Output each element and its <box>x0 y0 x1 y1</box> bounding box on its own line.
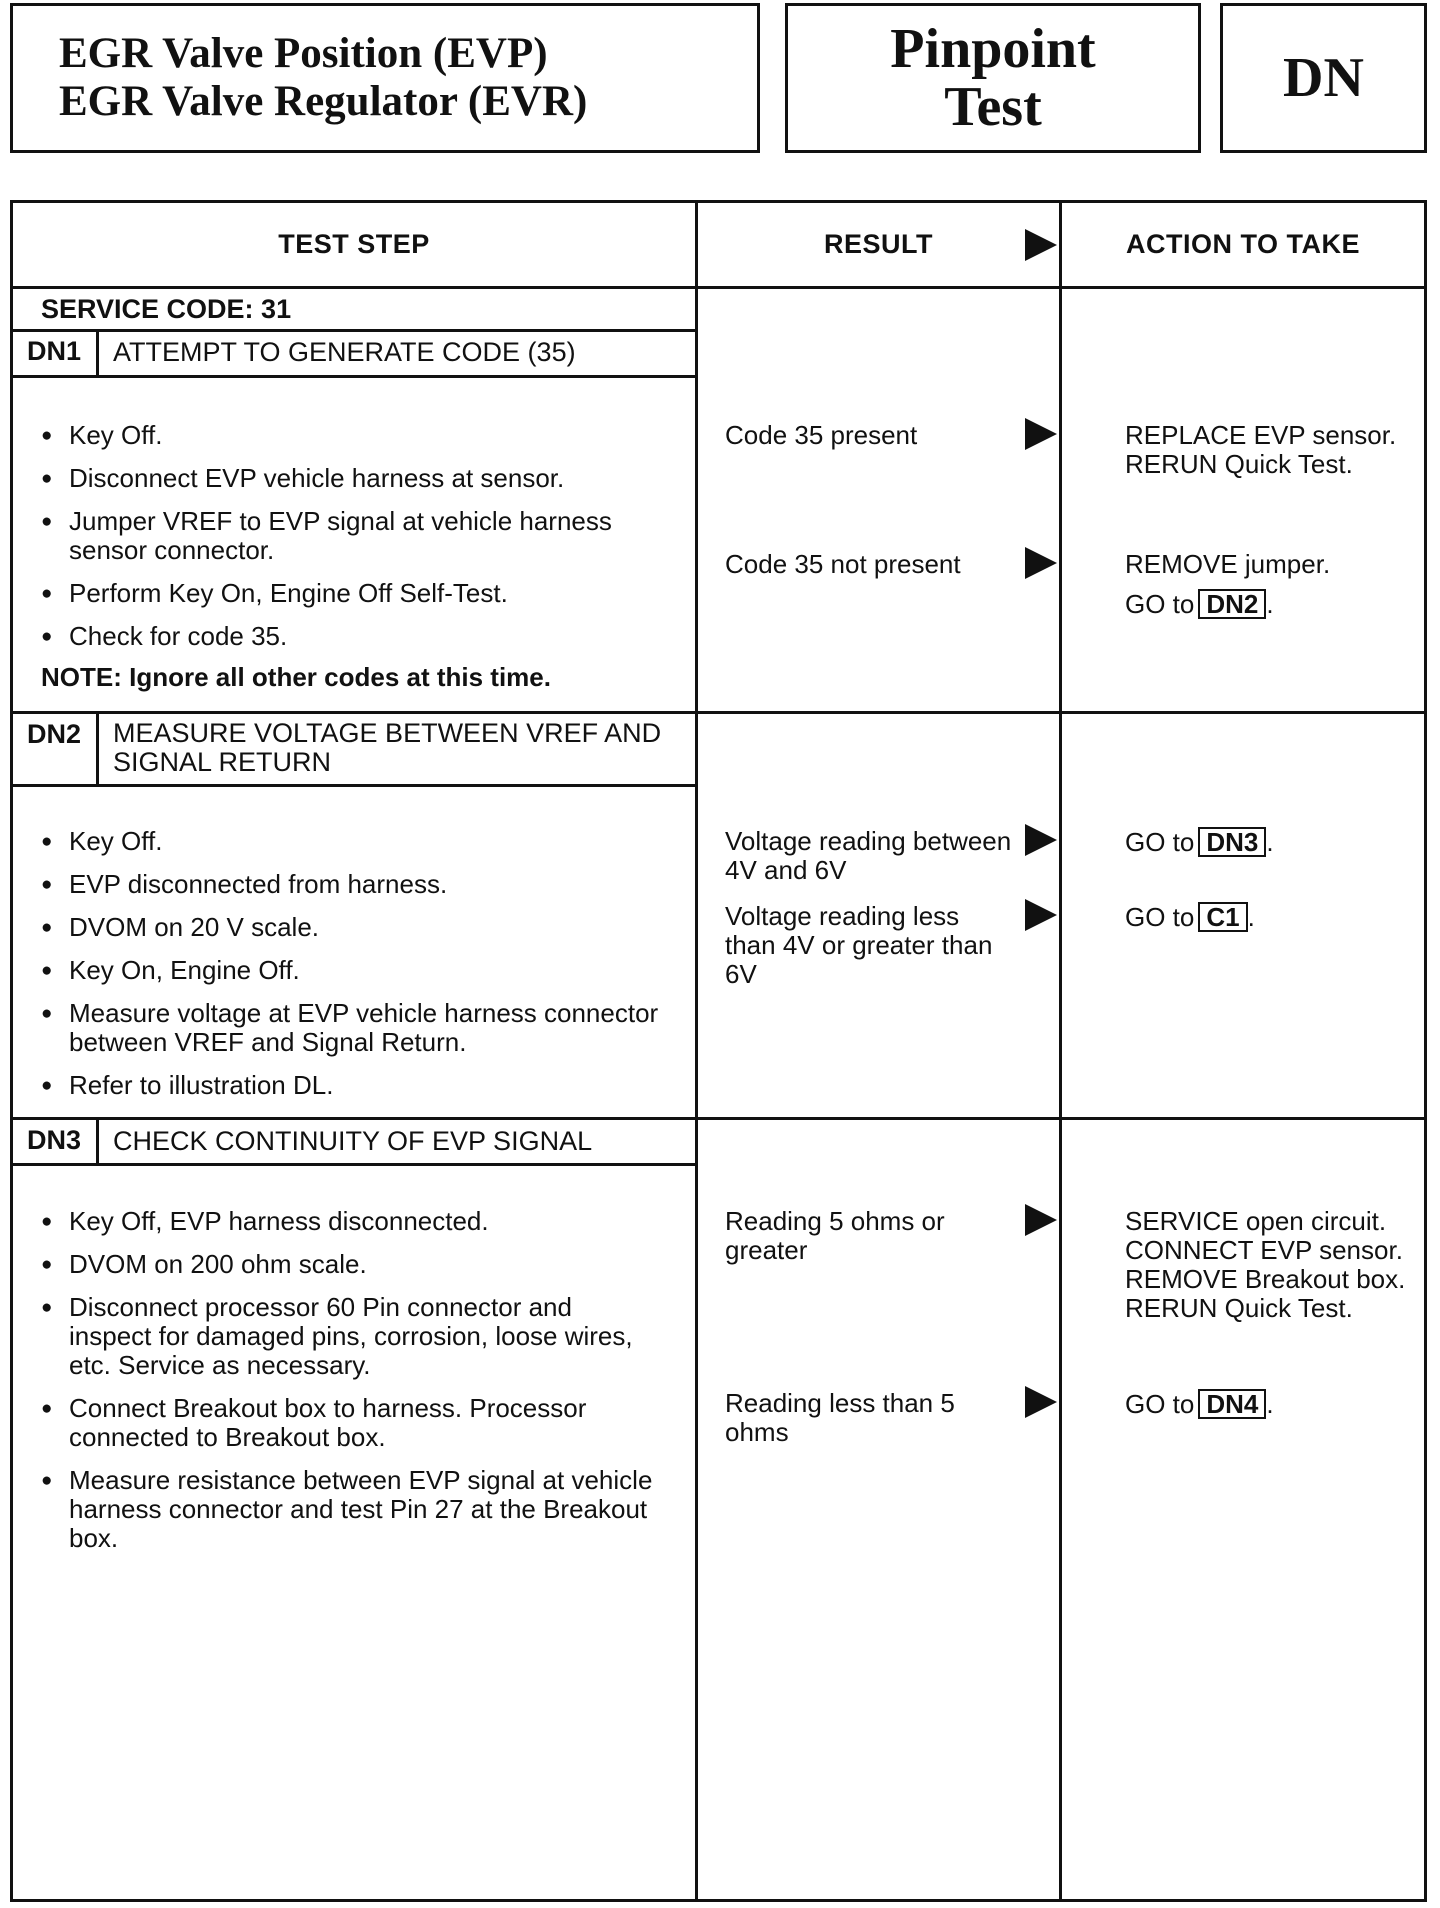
step-id-divider <box>96 329 99 375</box>
title-line-1: EGR Valve Position (EVP) <box>59 30 548 77</box>
test-code-box <box>1220 3 1427 153</box>
step-title: MEASURE VOLTAGE BETWEEN VREF AND SIGNAL RETURN <box>113 718 662 777</box>
title-line-2: EGR Valve Regulator (EVR) <box>59 78 588 125</box>
instruction: ● Key Off, EVP harness disconnected. <box>41 1207 661 1236</box>
instruction: ● Measure resistance between EVP signal at vehicle harness connector and test Pin 27 at the Breakout box. <box>41 1466 661 1553</box>
step-instructions <box>41 421 691 665</box>
step-title: ATTEMPT TO GENERATE CODE (35) <box>113 337 576 367</box>
step-id-divider <box>96 711 99 787</box>
instruction: ● Refer to illustration DL. <box>41 1071 691 1100</box>
result-1: Voltage reading between 4V and 6V <box>725 826 1012 885</box>
goto-ref-dn4[interactable]: DN4 <box>1198 1389 1266 1419</box>
goto-end: . <box>1266 1389 1274 1419</box>
column-header-result: RESULT <box>824 229 933 259</box>
test-code: DN <box>1283 47 1364 109</box>
instruction: ● Key Off. <box>41 827 691 856</box>
result-2: Reading less than 5 ohms <box>725 1388 955 1447</box>
result-arrow-icon <box>1025 1204 1057 1236</box>
result-arrow-icon <box>1025 1386 1057 1418</box>
goto-end: . <box>1266 589 1274 619</box>
service-code: SERVICE CODE: 31 <box>41 294 292 324</box>
step-id-divider <box>96 1117 99 1163</box>
instruction: ● Measure voltage at EVP vehicle harness connector between VREF and Signal Return. <box>41 999 691 1057</box>
pinpoint-test-table <box>10 200 1427 1902</box>
column-header-test-step: TEST STEP <box>278 229 430 259</box>
result-1: Code 35 present <box>725 420 918 450</box>
result-arrow-icon <box>1025 899 1057 931</box>
step-instructions <box>41 1207 661 1567</box>
goto-end: . <box>1266 827 1274 857</box>
result-arrow-icon <box>1025 418 1057 450</box>
step-instructions <box>41 827 691 1114</box>
result-2: Code 35 not present <box>725 549 961 579</box>
step-id: DN3 <box>27 1125 82 1155</box>
instruction: ● Key On, Engine Off. <box>41 956 691 985</box>
goto-label: GO to <box>1125 902 1195 932</box>
result-arrow-icon <box>1025 824 1057 856</box>
pinpoint-line-2: Test <box>944 76 1042 138</box>
goto-ref-dn3[interactable]: DN3 <box>1198 827 1266 857</box>
pinpoint-test-box <box>785 3 1201 153</box>
step-title: CHECK CONTINUITY OF EVP SIGNAL <box>113 1126 593 1156</box>
step-title-divider <box>13 784 695 787</box>
step-id: DN2 <box>27 719 82 749</box>
col-divider-1 <box>695 203 698 1899</box>
instruction: ● Jumper VREF to EVP signal at vehicle harness sensor connector. <box>41 507 691 565</box>
header-arrow-icon <box>1025 229 1057 261</box>
instruction: ● Connect Breakout box to harness. Processor connected to Breakout box. <box>41 1394 661 1452</box>
step-divider <box>13 711 1424 714</box>
goto-end: . <box>1247 902 1255 932</box>
service-code-divider <box>13 329 695 332</box>
action-2 <box>1125 1389 1415 1419</box>
goto-line <box>1125 589 1415 619</box>
instruction: ● EVP disconnected from harness. <box>41 870 691 899</box>
instruction: ● Disconnect EVP vehicle harness at sensor. <box>41 464 691 493</box>
goto-label: GO to <box>1125 827 1195 857</box>
result-1: Reading 5 ohms or greater <box>725 1206 945 1265</box>
column-header-action: ACTION TO TAKE <box>1126 229 1360 259</box>
step-title-divider <box>13 1163 695 1166</box>
instruction: ● Disconnect processor 60 Pin connector and inspect for damaged pins, corrosion, loose wires, etc. Service as necessary. <box>41 1293 661 1380</box>
goto-ref-dn2[interactable]: DN2 <box>1198 589 1266 619</box>
result-arrow-icon <box>1025 547 1057 579</box>
action-2 <box>1125 902 1415 932</box>
goto-ref-c1[interactable]: C1 <box>1198 902 1247 932</box>
step-title-divider <box>13 375 695 378</box>
goto-label: GO to <box>1125 1389 1195 1419</box>
step-id: DN1 <box>27 336 82 366</box>
instruction: ● DVOM on 20 V scale. <box>41 913 691 942</box>
action-1 <box>1125 827 1415 857</box>
instruction: ● DVOM on 200 ohm scale. <box>41 1250 661 1279</box>
instruction: ● Perform Key On, Engine Off Self-Test. <box>41 579 691 608</box>
action-1: REPLACE EVP sensor. RERUN Quick Test. <box>1125 420 1397 479</box>
instruction: ● Key Off. <box>41 421 691 450</box>
action-1: SERVICE open circuit. CONNECT EVP sensor. REMOVE Breakout box. RERUN Quick Test. <box>1125 1206 1406 1323</box>
action-2 <box>1125 550 1415 619</box>
action-text: REMOVE jumper. <box>1125 549 1331 579</box>
instruction: ● Check for code 35. <box>41 622 691 651</box>
pinpoint-line-1: Pinpoint <box>890 18 1096 80</box>
step-divider <box>13 1117 1424 1120</box>
result-2: Voltage reading less than 4V or greater than 6V <box>725 901 993 989</box>
step-note: NOTE: Ignore all other codes at this time. <box>41 662 551 692</box>
title-box <box>10 3 760 153</box>
col-divider-2 <box>1059 203 1062 1899</box>
goto-label: GO to <box>1125 589 1195 619</box>
